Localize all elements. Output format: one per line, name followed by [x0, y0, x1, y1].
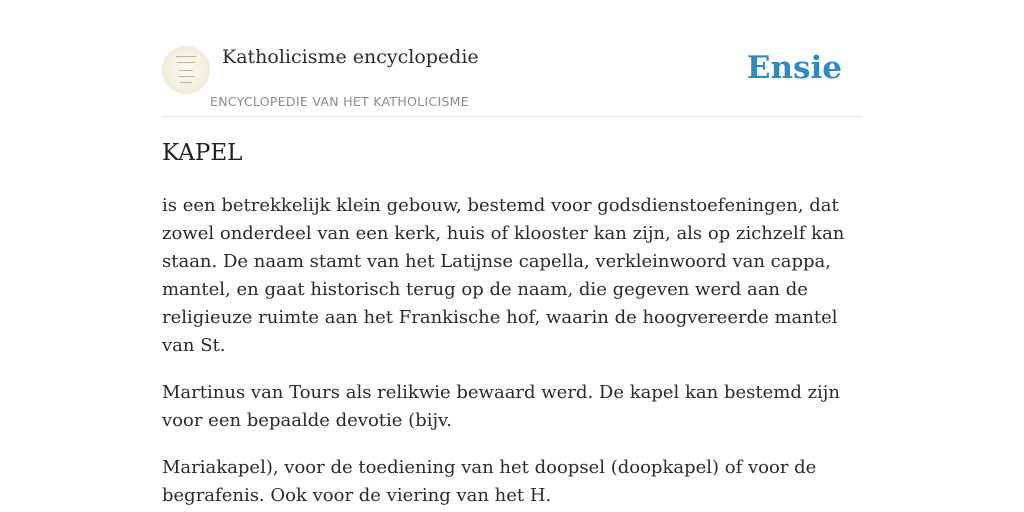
entry-body — [162, 192, 862, 512]
entry-paragraph: Martinus van Tours als relikwie bewaard werd. De kapel kan bestemd zijn voor een bepaalde devotie (bijv. — [162, 382, 840, 431]
entry-paragraph: Mariakapel), voor de toediening van het doopsel (doopkapel) of voor de begrafenis. Ook voor de viering van het H. — [162, 457, 817, 506]
entry-title: KAPEL — [162, 140, 243, 166]
site-title-link[interactable]: Katholicisme encyclopedie — [222, 46, 479, 68]
entry-paragraph: is een betrekkelijk klein gebouw, bestemd voor godsdienstoefeningen, dat zowel onderdeel van een kerk, huis of klooster kan zijn, als op zichzelf kan staan. De naam stamt van het Latijnse capella, verkleinwoord van cappa, mantel, en gaat historisch terug op de naam, die gegeven werd aan de religieuze ruimte aan het Frankische hof, waarin de hoogvereerde mantel van St. — [162, 195, 845, 356]
site-header — [162, 40, 862, 117]
ensie-logo-link[interactable]: Ensie — [746, 50, 842, 86]
book-cover-thumbnail[interactable] — [162, 46, 210, 94]
site-subtitle: ENCYCLOPEDIE VAN HET KATHOLICISME — [210, 94, 469, 109]
